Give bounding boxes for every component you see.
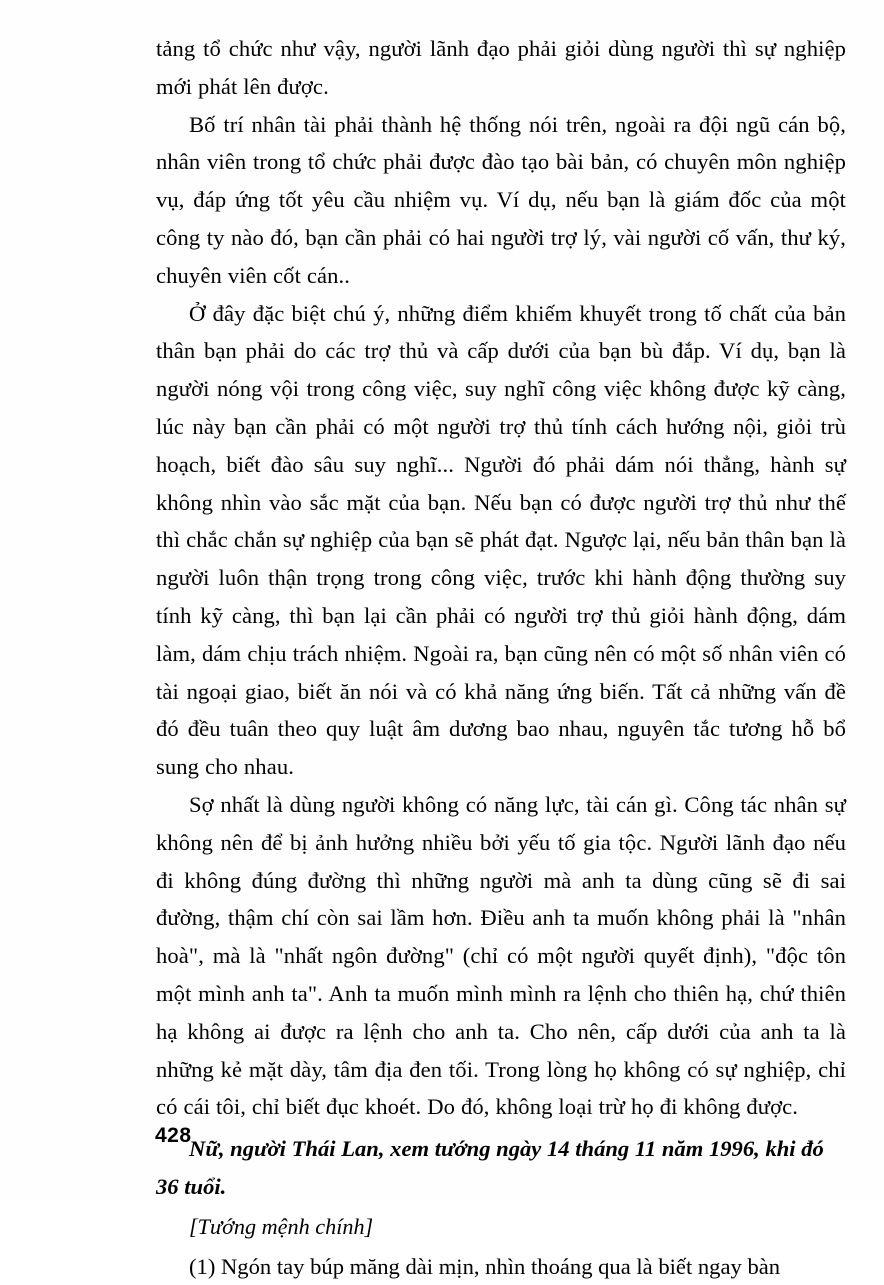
section-label-tuong-menh-chinh: [Tướng mệnh chính] [156, 1208, 846, 1246]
paragraph-so-nhat-la-dung-nguoi: Sợ nhất là dùng người không có năng lực, tài cán gì. Công tác nhân sự không nên để bị ảnh hưởng nhiều bởi yếu tố gia tộc. Người lãnh đạo nếu đi không đúng đường thì những người mà anh ta dùng cũng sẽ đi sai đường, thậm chí còn sai lầm hơn. Điều anh ta muốn không phải là "nhân hoà", mà là "nhất ngôn đường" (chỉ có một người quyết định), "độc tôn một mình anh ta". Anh ta muốn mình mình ra lệnh cho thiên hạ, chứ thiên hạ không ai được ra lệnh cho anh ta. Cho nên, cấp dưới của anh ta là những kẻ mặt dày, tâm địa đen tối. Trong lòng họ không có sự nghiệp, chỉ có cái tôi, chỉ biết đục khoét. Do đó, không loại trừ họ đi không được. [156, 786, 846, 1126]
case-heading: Nữ, người Thái Lan, xem tướng ngày 14 tháng 11 năm 1996, khi đó 36 tuổi. [156, 1130, 846, 1206]
paragraph-bo-tri-nhan-tai: Bố trí nhân tài phải thành hệ thống nói trên, ngoài ra đội ngũ cán bộ, nhân viên trong tổ chức phải được đào tạo bài bản, có chuyên môn nghiệp vụ, đáp ứng tốt yêu cầu nhiệm vụ. Ví dụ, nếu bạn là giám đốc của một công ty nào đó, bạn cần phải có hai người trợ lý, vài người cố vấn, thư ký, chuyên viên cốt cán.. [156, 106, 846, 295]
numbered-item-1: (1) Ngón tay búp măng dài mịn, nhìn thoáng qua là biết ngay bàn [156, 1248, 846, 1285]
page-text-block [156, 30, 846, 1285]
page-number: 428 [155, 1124, 192, 1148]
paragraph-continuation: tảng tổ chức như vậy, người lãnh đạo phải giỏi dùng người thì sự nghiệp mới phát lên được. [156, 30, 846, 106]
paragraph-o-day-dac-biet-chu-y: Ở đây đặc biệt chú ý, những điểm khiếm khuyết trong tố chất của bản thân bạn phải do các trợ thủ và cấp dưới của bạn bù đắp. Ví dụ, bạn là người nóng vội trong công việc, suy nghĩ công việc không được kỹ càng, lúc này bạn cần phải có một người trợ thủ tính cách hướng nội, giỏi trù hoạch, biết đào sâu suy nghĩ... Người đó phải dám nói thẳng, hành sự không nhìn vào sắc mặt của bạn. Nếu bạn có được người trợ thủ như thế thì chắc chắn sự nghiệp của bạn sẽ phát đạt. Ngược lại, nếu bản thân bạn là người luôn thận trọng trong công việc, trước khi hành động thường suy tính kỹ càng, thì bạn lại cần phải có người trợ thủ giỏi hành động, dám làm, dám chịu trách nhiệm. Ngoài ra, bạn cũng nên có một số nhân viên có tài ngoại giao, biết ăn nói và có khả năng ứng biến. Tất cả những vấn đề đó đều tuân theo quy luật âm dương bao nhau, nguyên tắc tương hỗ bổ sung cho nhau. [156, 295, 846, 786]
